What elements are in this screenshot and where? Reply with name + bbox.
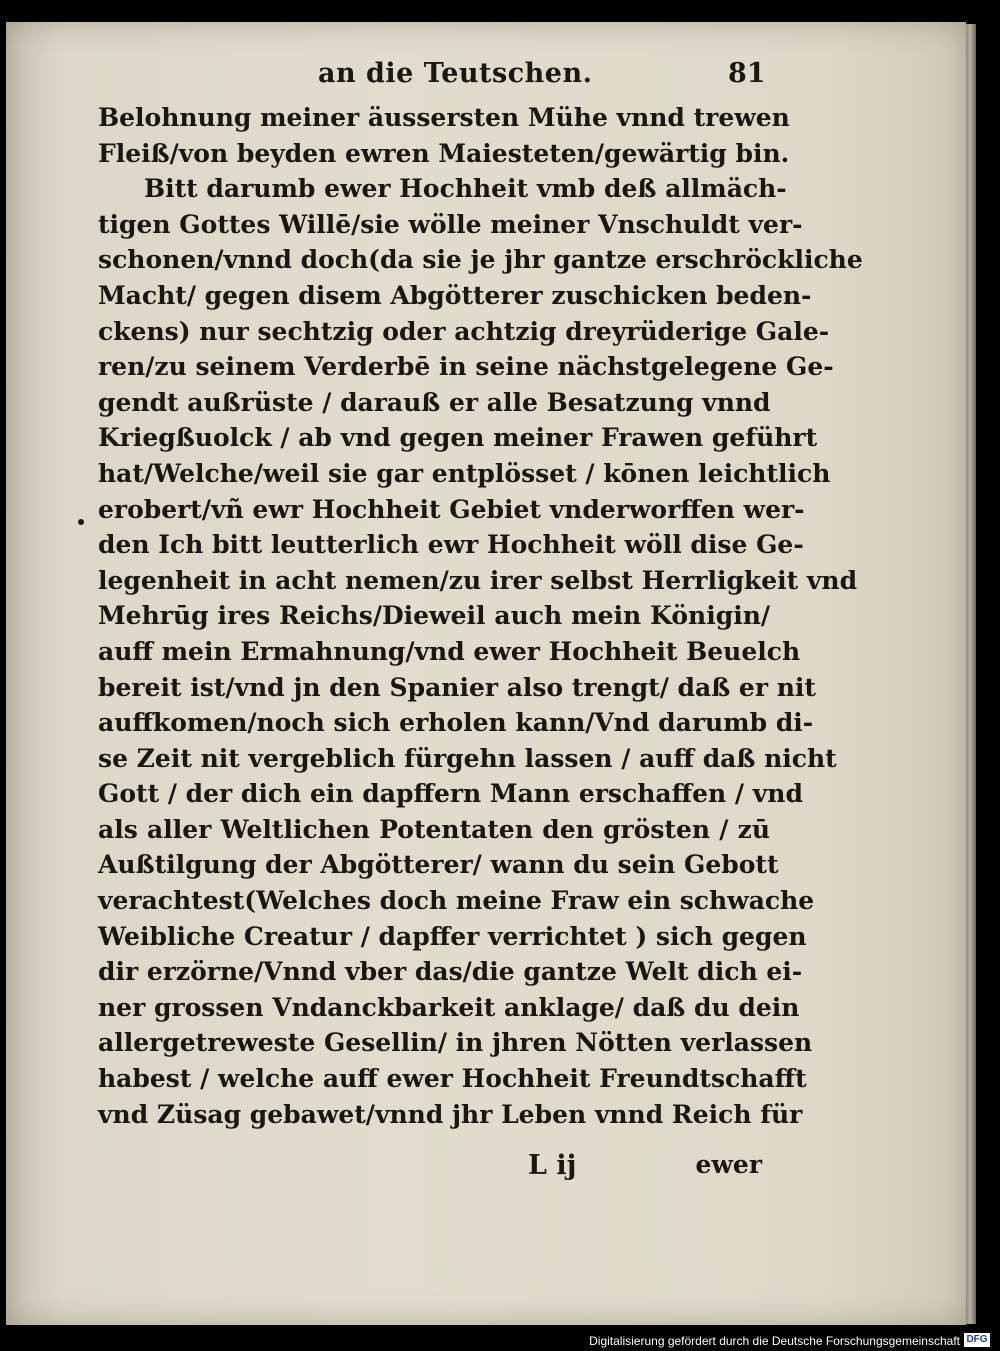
text-line: habest / welche auff ewer Hochheit Freundtschafft — [98, 1064, 807, 1094]
text-line: den Ich bitt leutterlich ewr Hochheit wöll dise Ge- — [98, 530, 804, 560]
catchword: ewer — [695, 1150, 762, 1179]
margin-mark — [78, 519, 84, 525]
dfg-logo: DFG — [964, 1333, 990, 1347]
text-line: Belohnung meiner äussersten Mühe vnnd trewen — [98, 103, 790, 132]
text-line: tigen Gottes Willē/sie wölle meiner Vnschuldt ver- — [98, 209, 803, 239]
text-line: Mehrūg ires Reichs/Dieweil auch mein Königin/ — [98, 601, 770, 631]
text-line: Weibliche Creatur / dapffer verrichtet ) sich gegen — [98, 921, 807, 951]
funding-credit: Digitalisierung gefördert durch die Deutsche Forschungsgemeinschaft — [589, 1334, 960, 1348]
text-line: vnd Züsag gebawet/vnnd jhr Leben vnnd Reich für — [98, 1099, 803, 1129]
text-line: hat/Welche/weil sie gar entplösset / kōnen leichtlich — [98, 458, 831, 488]
text-line: legenheit in acht nemen/zu irer selbst Herrligkeit vnd — [98, 565, 858, 595]
text-line: Außtilgung der Abgötterer/ wann du sein Gebott — [98, 850, 779, 880]
text-line: bereit ist/vnd jn den Spanier also trengt/ daß er nit — [98, 672, 816, 702]
text-line: erobert/vñ ewr Hochheit Gebiet vnderworffen wer- — [98, 494, 805, 524]
page-foot — [98, 1150, 770, 1186]
text-line: ckens) nur sechtzig oder achtzig dreyrüderige Gale- — [98, 316, 830, 346]
text-line: auffkomen/noch sich erholen kann/Vnd darumb di- — [98, 708, 814, 738]
running-head: an die Teutschen. — [318, 58, 593, 89]
signature-mark: L ij — [528, 1150, 577, 1181]
text-line: Fleiß/von beyden ewren Maiesteten/gewärtig bin. — [98, 138, 790, 168]
text-line: schonen/vnnd doch(da sie je jhr gantze erschröckliche — [98, 245, 863, 275]
page-number: 81 — [728, 58, 766, 89]
text-line: auff mein Ermahnung/vnd ewer Hochheit Beuelch — [98, 636, 801, 666]
text-line: verachtest(Welches doch meine Fraw ein schwache — [98, 886, 815, 916]
text-line: se Zeit nit vergeblich fürgehn lassen / auff daß nicht — [98, 743, 837, 773]
text-line: Gott / der dich ein dapffern Mann erschaffen / vnd — [98, 779, 803, 809]
text-line: ner grossen Vndanckbarkeit anklage/ daß du dein — [98, 992, 800, 1022]
text-line: dir erzörne/Vnnd vber das/die gantze Welt dich ei- — [98, 957, 803, 987]
text-line: allergetreweste Gesellin/ in jhren Nötten verlassen — [98, 1028, 813, 1058]
text-line: Kriegßuolck / ab vnd gegen meiner Frawen geführt — [98, 423, 818, 453]
text-line: Bitt darumb ewer Hochheit vmb deß allmäch- — [144, 174, 787, 204]
text-line: Macht/ gegen disem Abgötterer zuschicken beden- — [98, 280, 812, 310]
body-text — [98, 100, 863, 1132]
page-edge — [966, 24, 976, 1324]
text-line: ren/zu seinem Verderbē in seine nächstgelegene Ge- — [98, 352, 834, 382]
text-line: als aller Weltlichen Potentaten den grösten / zū — [98, 814, 770, 844]
text-line: gendt außrüste / darauß er alle Besatzung vnnd — [98, 387, 771, 417]
